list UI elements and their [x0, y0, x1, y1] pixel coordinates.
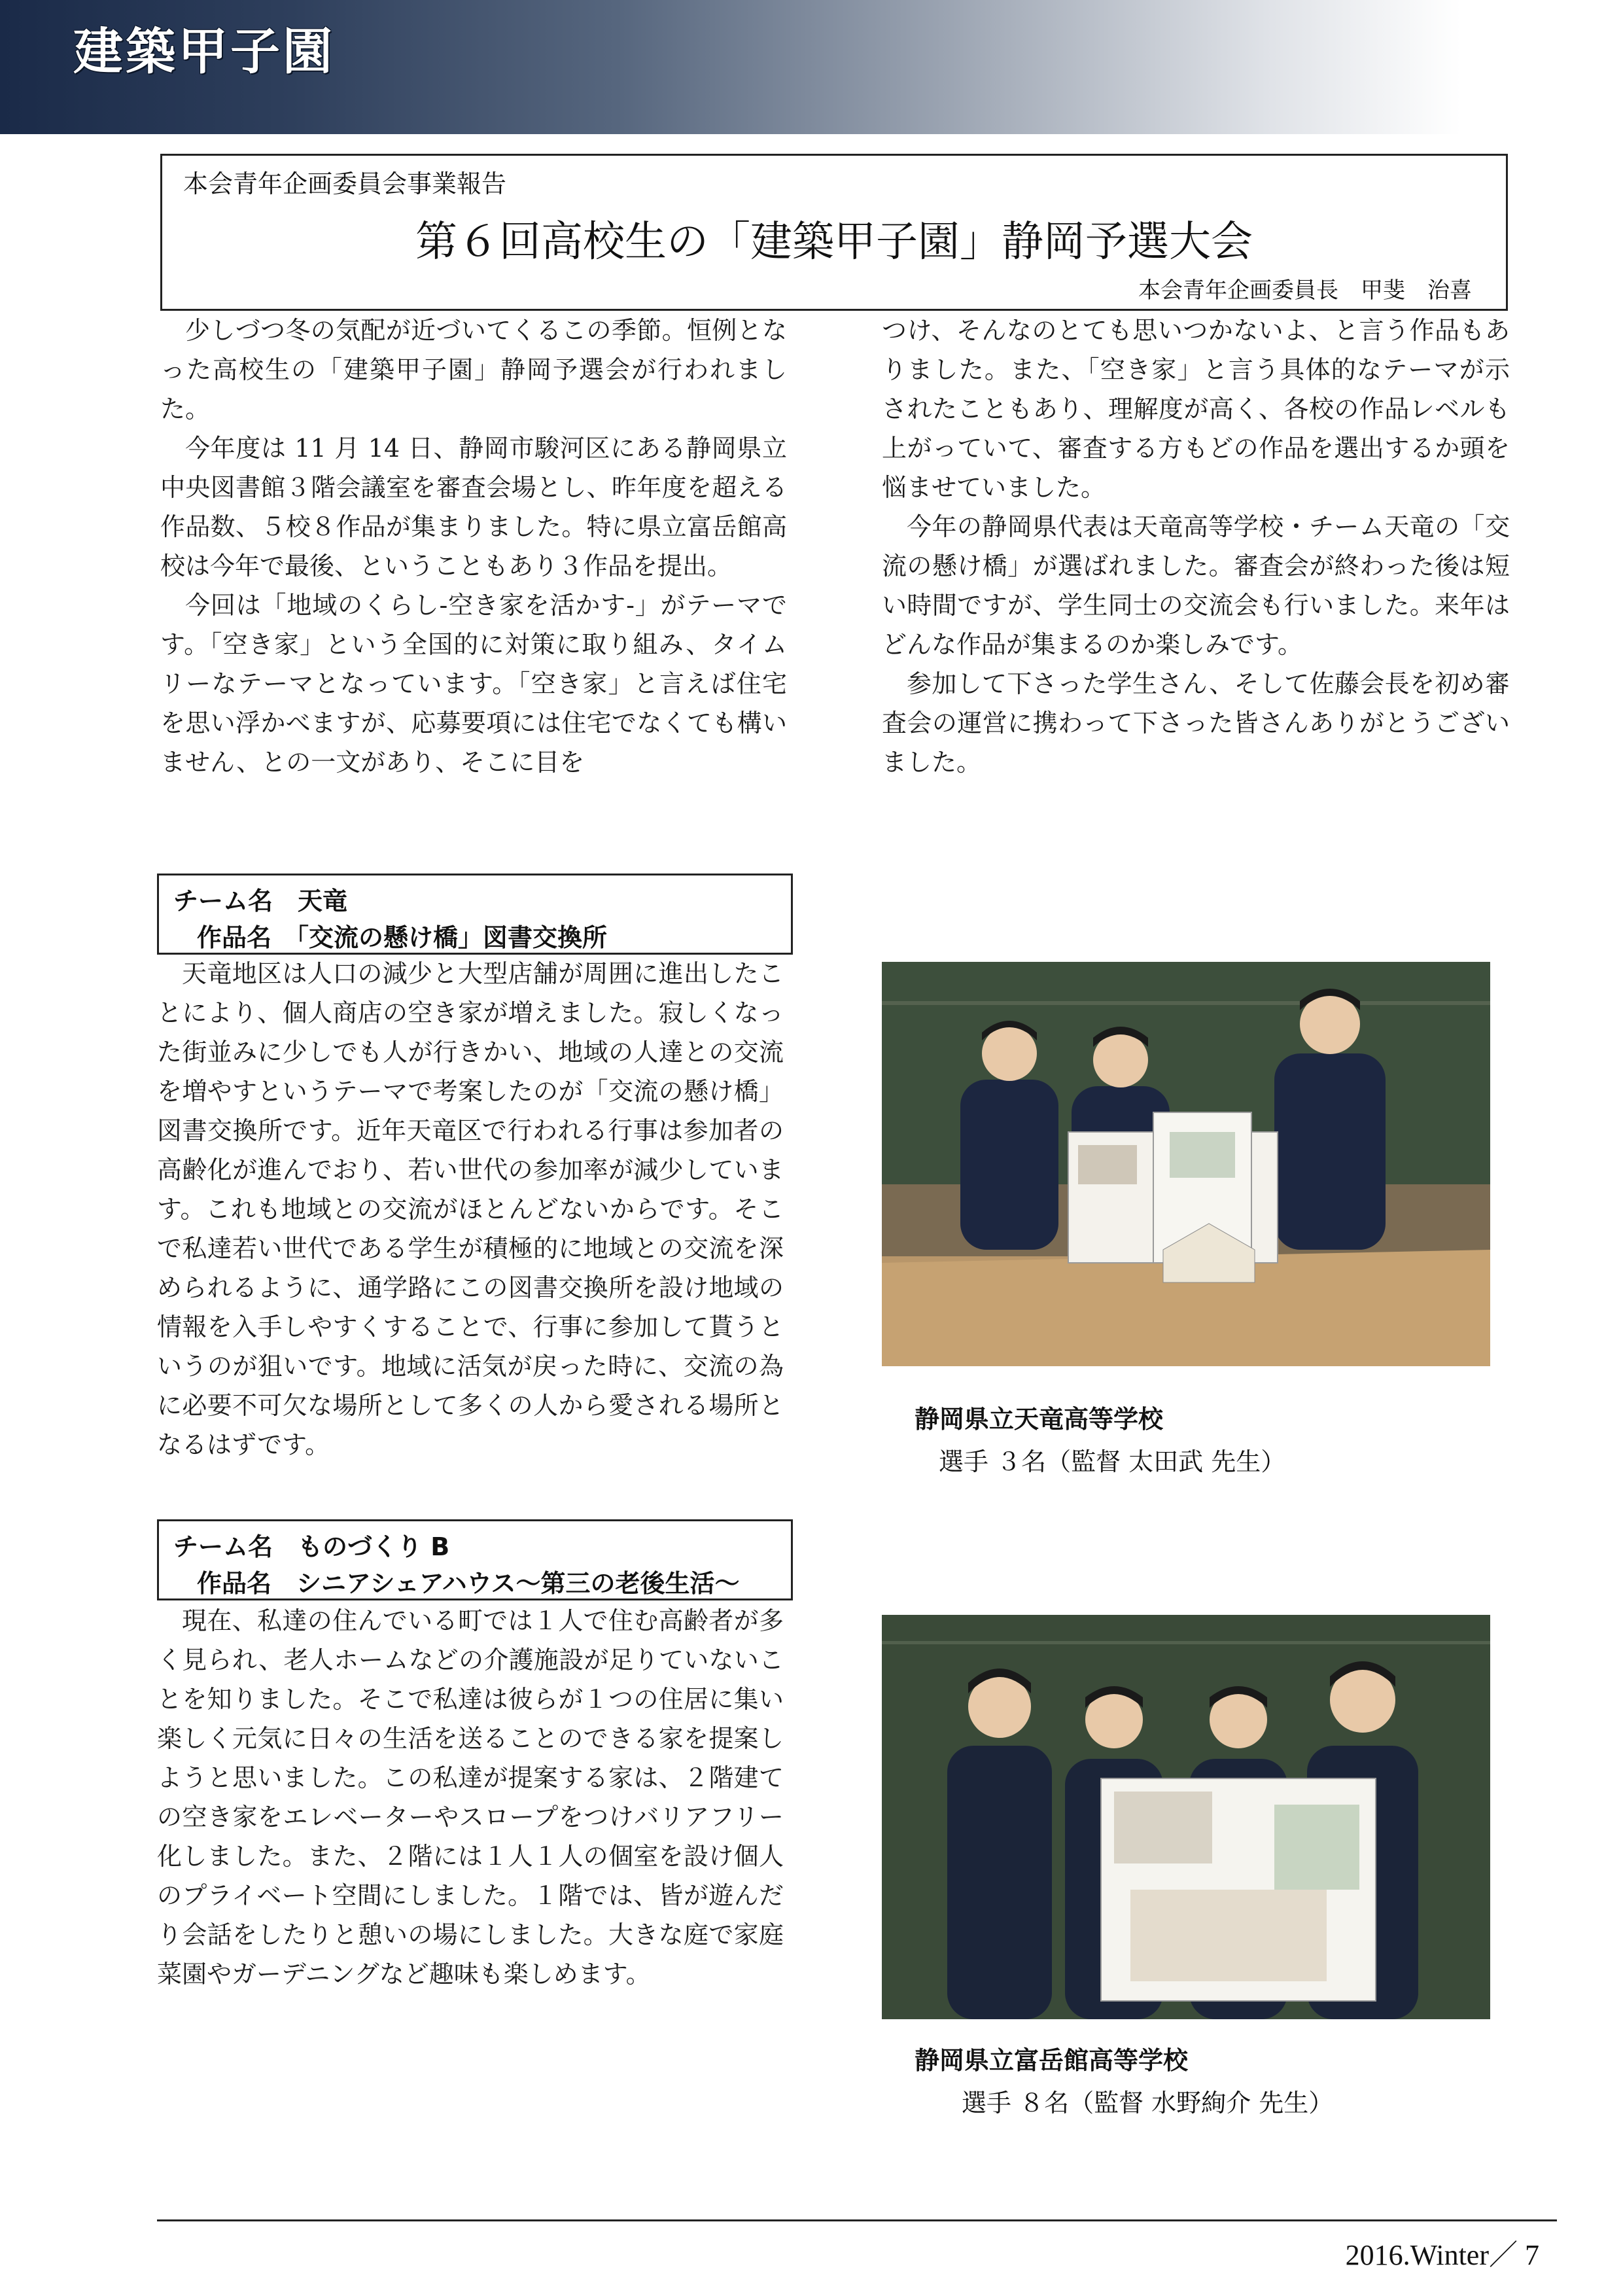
issue-page-number: 2016.Winter／ 7	[1345, 2239, 1539, 2271]
paragraph: 現在、私達の住んでいる町では１人で住む高齢者が多く見られ、老人ホームなどの介護施設が足りていないことを知りました。そこで私達は彼らが１つの住居に集い楽しく元気に日々の生活を送ることのできる家を提案しようと思いました。この私達が提案する家は、２階建ての空き家をエレベーターやスロープをつけバリアフリー化しました。また、２階には１人１人の個室を設け個人のプライベート空間にしました。１階では、皆が遊んだり会話をしたりと憩いの場にしました。大きな庭で家庭菜園やガーデニングなど趣味も楽しめます。	[157, 1606, 784, 1988]
page-section-title: 建築甲子園	[73, 22, 335, 80]
paragraph: 天竜地区は人口の減少と大型店舗が周囲に進出したことにより、個人商店の空き家が増えました。寂しくなった街並みに少しでも人が行きかい、地域の人達との交流を増やすというテーマで考案したのが「交流の懸け橋」図書交換所です。近年天竜区で行われる行事は参加者の高齢化が進んでおり、若い世代の参加率が減少しています。これも地域との交流がほとんどないからです。そこで私達若い世代である学生が積極的に地域との交流を深められるように、通学路にこの図書交換所を設け地域の情報を入手しやすくすることで、行事に参加して貰うというのが狙いです。地域に活気が戻った時に、交流の為に必要不可欠な場所として多くの人から愛される場所となるはずです。	[157, 959, 784, 1459]
team-name: チーム名 天竜	[173, 887, 348, 915]
team-photo	[882, 962, 1490, 1366]
paragraph: 今年の静岡県代表は天竜高等学校・チーム天竜の「交流の懸け橋」が選ばれました。審査会が終わった後は短い時間ですが、学生同士の交流会も行いました。来年はどんな作品が集まるのか楽しみです。	[882, 512, 1510, 659]
team-photo-image	[882, 1615, 1490, 2019]
footer-divider	[157, 2219, 1557, 2221]
article-category: 本会青年企画委員会事業報告	[183, 169, 507, 198]
team-photo-image	[882, 962, 1490, 1366]
article-title: 第６回高校生の「建築甲子園」静岡予選大会	[415, 218, 1253, 266]
team-info-box	[157, 1519, 793, 1600]
paragraph: 今回は「地域のくらし‐空き家を活かす‐」がテーマです。「空き家」という全国的に対策に取り組み、タイムリーなテーマとなっています。「空き家」と言えば住宅を思い浮かべますが、応募要項には住宅でなくても構いません、との一文があり、そこに目を	[160, 591, 787, 777]
team-name: チーム名 ものづくり B	[173, 1532, 450, 1561]
intro-column-right	[882, 311, 1510, 782]
school-name: 静岡県立天竜高等学校	[915, 1405, 1164, 1434]
school-name: 静岡県立富岳館高等学校	[915, 2046, 1189, 2075]
work-title: 作品名 シニアシェアハウス～第三の老後生活～	[197, 1569, 740, 1598]
paragraph: 今年度は 11 月 14 日、静岡市駿河区にある静岡県立中央図書館３階会議室を審査会場とし、昨年度を超える作品数、５校８作品が集まりました。特に県立富岳館高校は今年で最後、ということもあり３作品を提出。	[160, 434, 787, 580]
paragraph: 参加して下さった学生さん、そして佐藤会長を初め審査会の運営に携わって下さった皆さんありがとうございました。	[882, 669, 1510, 777]
work-title: 作品名 「交流の懸け橋」図書交換所	[197, 923, 608, 952]
paragraph: 少しづつ冬の気配が近づいてくるこの季節。恒例となった高校生の「建築甲子園」静岡予選会が行われました。	[160, 316, 787, 423]
team-members: 選手 ８名（監督 水野絢介 先生）	[962, 2089, 1334, 2117]
article-author: 本会青年企画委員長 甲斐 治喜	[1138, 277, 1472, 304]
entry-description	[157, 954, 784, 1464]
article-title-box	[160, 154, 1508, 311]
paragraph: つけ、そんなのとても思いつかないよ、と言う作品もありました。また、「空き家」と言う具体的なテーマが示されたこともあり、理解度が高く、各校の作品レベルも上がっていて、審査する方もどの作品を選出するか頭を悩ませていました。	[882, 316, 1510, 502]
team-members: 選手 ３名（監督 太田武 先生）	[939, 1447, 1286, 1476]
team-photo	[882, 1615, 1490, 2019]
intro-column-left	[160, 311, 787, 782]
team-info-box	[157, 874, 793, 955]
entry-description	[157, 1601, 784, 1994]
